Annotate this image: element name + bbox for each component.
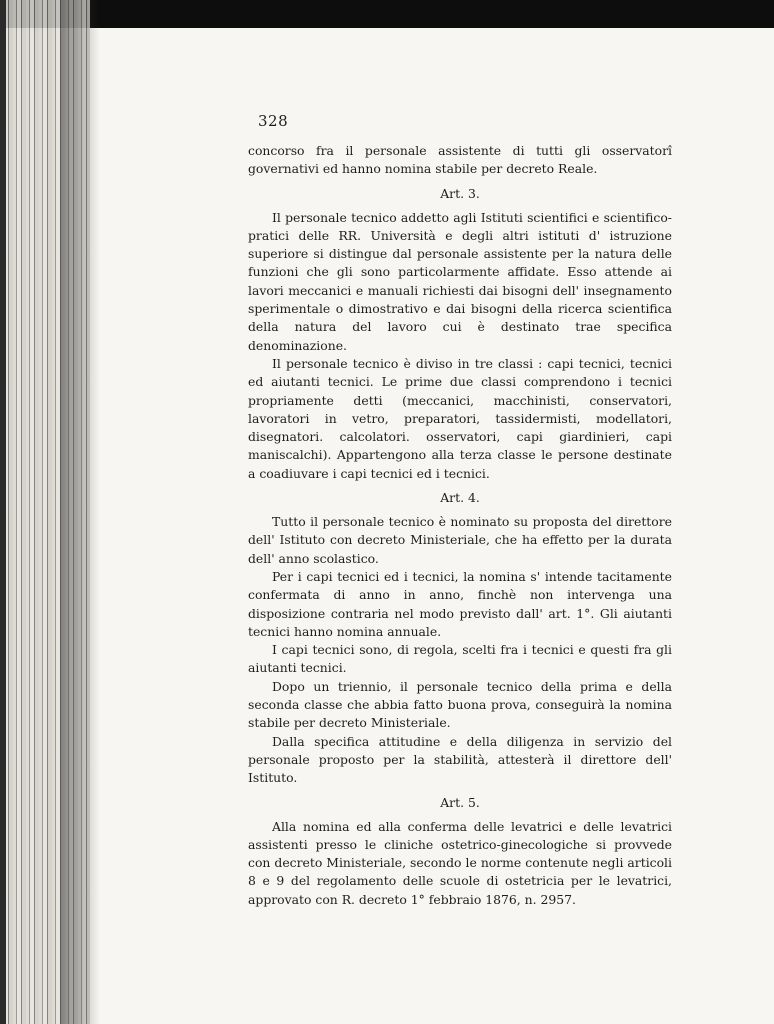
article-3-paragraph-2: Il personale tecnico è diviso in tre classi : capi tecnici, tecnici ed aiutanti tecnici. Le prime due classi comprendono i tecnici propriamente detti (meccanici, macchinisti, conservatori, lavoratori in vetro, preparatori, tassidermisti, modellatori, disegnatori. calcolatori. osservatori, capi giardinieri, capi maniscalchi). Appartengono alla terza classe le persone destinate a coadiuvare i capi tecnici ed i tecnici. xyxy=(248,355,672,481)
article-4-paragraph-2: Per i capi tecnici ed i tecnici, la nomina s' intende tacitamente confermata di anno in anno, finchè non intervenga una disposizione contraria nel modo previsto dall' art. 1°. Gli aiutanti tecnici hanno nomina annuale. xyxy=(248,568,672,639)
scan-top-band xyxy=(0,0,774,28)
article-5-paragraph-1: Alla nomina ed alla conferma delle levatrici e delle levatrici assistenti presso le cliniche ostetrico-ginecologiche si provvede con decreto Ministeriale, secondo le norme contenute negli articoli 8 e 9 del regolamento delle scuole di ostetricia per le levatrici, approvato con R. decreto 1° febbraio 1876, n. 2957. xyxy=(248,818,672,907)
page-number: 328 xyxy=(258,112,289,130)
article-4-heading: Art. 4. xyxy=(440,490,480,506)
article-4-paragraph-5: Dalla specifica attitudine e della diligenza in servizio del personale proposto per la stabilità, attesterà il direttore dell' Istituto. xyxy=(248,733,672,786)
article-3-paragraph-1: Il personale tecnico addetto agli Istituti scientifici e scientifico-pratici delle RR. Università e degli altri istituti d' istruzione superiore si distingue dal personale assistente per la natura delle funzioni che gli sono particolarmente affidate. Esso attende ai lavori meccanici e manuali richiesti dai bisogni dell' insegnamento sperimentale o dimostrativo e dai bisogni della ricerca scientifica della natura del lavoro cui è destinato trae specifica denominazione. xyxy=(248,209,672,353)
article-4-paragraph-4: Dopo un triennio, il personale tecnico della prima e della seconda classe che abbia fatto buona prova, conseguirà la nomina stabile per decreto Ministeriale. xyxy=(248,678,672,731)
article-3-heading: Art. 3. xyxy=(440,185,480,201)
article-4-paragraph-1: Tutto il personale tecnico è nominato su proposta del direttore dell' Istituto con decreto Ministeriale, che ha effetto per la durata dell' anno scolastico. xyxy=(248,514,672,566)
intro-paragraph: concorso fra il personale assistente di tutti gli osservatorî governativi ed hanno nomina stabile per decreto Reale. xyxy=(248,143,672,177)
article-5-heading: Art. 5. xyxy=(440,794,480,810)
binding-shadow xyxy=(60,0,100,1024)
article-4-paragraph-3: I capi tecnici sono, di regola, scelti fra i tecnici e questi fra gli aiutanti tecnici. xyxy=(248,642,672,676)
binding-dark-edge xyxy=(0,0,6,1024)
page-body xyxy=(248,112,672,909)
